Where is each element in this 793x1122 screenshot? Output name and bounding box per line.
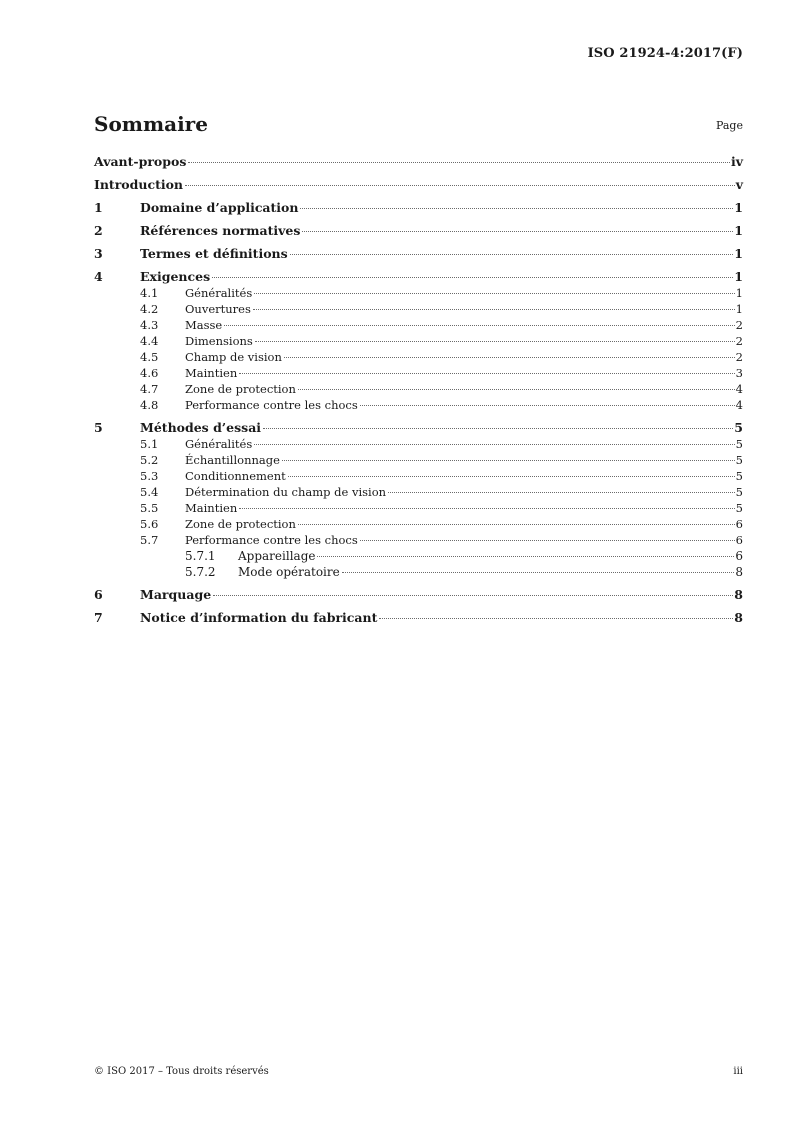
- dot-leader: [342, 572, 735, 573]
- toc-entry-label: Exigences: [140, 269, 211, 284]
- toc-entry-label: Avant-propos: [94, 154, 187, 169]
- toc-entry[interactable]: [94, 246, 743, 262]
- toc-entry-page: 4: [735, 382, 743, 396]
- document-header: [588, 46, 743, 61]
- toc-entry-number: 4.5: [140, 350, 159, 364]
- dot-leader: [298, 524, 735, 525]
- toc-entry-number: 5.7.2: [185, 565, 216, 579]
- dot-leader: [360, 405, 735, 406]
- dot-leader: [213, 595, 733, 596]
- toc-spacer: [94, 170, 743, 177]
- toc-entry-page: 1: [734, 246, 743, 261]
- toc-entry[interactable]: [94, 500, 743, 516]
- toc-entry-number: 4.7: [140, 382, 159, 396]
- toc-entry-label: Zone de protection: [185, 517, 296, 531]
- toc-entry[interactable]: [94, 436, 743, 452]
- toc-entry-page: 2: [735, 350, 743, 364]
- toc-entry-line: [185, 452, 743, 468]
- toc-entry-label: Échantillonnage: [185, 453, 280, 467]
- toc-entry-number: 1: [94, 200, 103, 215]
- toc-entry-number: 4.2: [140, 302, 159, 316]
- toc-entry-number: 6: [94, 587, 103, 602]
- toc-entry-label: Performance contre les chocs: [185, 533, 358, 547]
- toc-entry[interactable]: [94, 610, 743, 626]
- toc-entry-line: [94, 154, 743, 170]
- toc-entry[interactable]: [94, 154, 743, 170]
- toc-entry-line: [185, 349, 743, 365]
- dot-leader: [388, 492, 735, 493]
- dot-leader: [254, 293, 734, 294]
- copyright-notice: © ISO 2017 – Tous droits réservés: [94, 1066, 269, 1077]
- toc-entry-label: Mode opératoire: [238, 565, 340, 579]
- toc-entry[interactable]: [94, 333, 743, 349]
- toc-entry-label: Ouvertures: [185, 302, 251, 316]
- toc-entry[interactable]: [94, 564, 743, 580]
- toc-entry[interactable]: [94, 468, 743, 484]
- toc-entry[interactable]: [94, 452, 743, 468]
- toc-entry-label: Termes et définitions: [140, 246, 288, 261]
- toc-entry-line: [140, 246, 743, 262]
- toc-entry-label: Appareillage: [238, 549, 316, 563]
- dot-leader: [288, 476, 735, 477]
- toc-title-row: [94, 112, 743, 142]
- dot-leader: [254, 444, 734, 445]
- dot-leader: [185, 185, 735, 186]
- toc-entry-line: [140, 587, 743, 603]
- toc-entry-line: [140, 420, 743, 436]
- toc-entry-number: 5.6: [140, 517, 159, 531]
- toc-entry-number: 5.2: [140, 453, 159, 467]
- toc-entry-label: Introduction: [94, 177, 184, 192]
- toc-entry-label: Maintien: [185, 366, 238, 380]
- toc-entry-number: 4: [94, 269, 103, 284]
- toc-entry-line: [185, 468, 743, 484]
- dot-leader: [317, 556, 734, 557]
- toc-entry-label: Zone de protection: [185, 382, 296, 396]
- table-of-contents: [94, 154, 743, 626]
- toc-entry-label: Conditionnement: [185, 469, 286, 483]
- toc-entry-number: 2: [94, 223, 103, 238]
- toc-entry-page: 1: [735, 286, 743, 300]
- toc-entry[interactable]: [94, 397, 743, 413]
- toc-spacer: [94, 262, 743, 269]
- toc-entry-number: 4.3: [140, 318, 159, 332]
- toc-entry-line: [185, 500, 743, 516]
- toc-entry-page: 6: [735, 533, 743, 547]
- toc-entry-line: [185, 317, 743, 333]
- toc-entry[interactable]: [94, 301, 743, 317]
- toc-spacer: [94, 413, 743, 420]
- toc-spacer: [94, 193, 743, 200]
- toc-entry-page: 5: [735, 453, 743, 467]
- toc-entry-number: 5.7: [140, 533, 159, 547]
- toc-entry[interactable]: [94, 484, 743, 500]
- toc-entry[interactable]: [94, 420, 743, 436]
- toc-entry-line: [185, 301, 743, 317]
- toc-entry[interactable]: [94, 349, 743, 365]
- document-id: ISO 21924-4:2017(F): [587, 46, 743, 61]
- dot-leader: [188, 162, 730, 163]
- dot-leader: [360, 540, 735, 541]
- toc-entry-number: 5: [94, 420, 103, 435]
- toc-spacer: [94, 603, 743, 610]
- toc-spacer: [94, 580, 743, 587]
- toc-entry[interactable]: [94, 587, 743, 603]
- toc-entry-page: 5: [735, 469, 743, 483]
- page-column-label: Page: [715, 119, 743, 132]
- toc-entry-label: Champ de vision: [185, 350, 282, 364]
- toc-entry-line: [185, 381, 743, 397]
- toc-spacer: [94, 239, 743, 246]
- toc-entry-label: Détermination du champ de vision: [185, 485, 387, 499]
- dot-leader: [298, 389, 735, 390]
- toc-entry-label: Domaine d’application: [140, 200, 299, 215]
- toc-entry-label: Méthodes d’essai: [140, 420, 262, 435]
- toc-entry-label: Dimensions: [185, 334, 253, 348]
- dot-leader: [239, 508, 734, 509]
- toc-entry-line: [140, 200, 743, 216]
- toc-entry-line: [94, 177, 743, 193]
- dot-leader: [290, 254, 734, 255]
- toc-entry-page: 5: [735, 437, 743, 451]
- dot-leader: [212, 277, 733, 278]
- toc-entry-line: [185, 285, 743, 301]
- dot-leader: [263, 428, 733, 429]
- toc-entry[interactable]: [94, 177, 743, 193]
- toc-entry[interactable]: [94, 200, 743, 216]
- toc-entry-page: 8: [734, 610, 743, 625]
- toc-entry-number: 5.7.1: [185, 549, 216, 563]
- dot-leader: [255, 341, 735, 342]
- toc-entry-line: [140, 223, 743, 239]
- toc-entry-line: [185, 333, 743, 349]
- toc-entry-line: [140, 269, 743, 285]
- toc-entry[interactable]: [94, 365, 743, 381]
- toc-entry[interactable]: [94, 269, 743, 285]
- toc-entry-number: 3: [94, 246, 103, 261]
- toc-entry-label: Généralités: [185, 437, 253, 451]
- toc-entry-label: Généralités: [185, 286, 253, 300]
- toc-entry[interactable]: [94, 381, 743, 397]
- toc-entry[interactable]: [94, 223, 743, 239]
- toc-entry-page: 6: [735, 517, 743, 531]
- toc-entry-page: 5: [734, 420, 743, 435]
- toc-entry[interactable]: [94, 532, 743, 548]
- toc-spacer: [94, 216, 743, 223]
- toc-entry-label: Notice d’information du fabricant: [140, 610, 378, 625]
- toc-entry-line: [238, 548, 743, 564]
- dot-leader: [224, 325, 734, 326]
- toc-entry-label: Marquage: [140, 587, 212, 602]
- dot-leader: [239, 373, 734, 374]
- toc-entry-label: Références normatives: [140, 223, 301, 238]
- toc-entry-page: 2: [735, 318, 743, 332]
- dot-leader: [302, 231, 733, 232]
- toc-entry-page: 1: [734, 200, 743, 215]
- toc-entry-number: 7: [94, 610, 103, 625]
- page-number: iii: [733, 1066, 743, 1077]
- toc-entry-label: Performance contre les chocs: [185, 398, 358, 412]
- toc-entry[interactable]: [94, 516, 743, 532]
- toc-entry-page: iv: [730, 154, 743, 169]
- toc-entry-line: [185, 484, 743, 500]
- toc-entry-line: [238, 564, 743, 580]
- toc-entry-number: 4.1: [140, 286, 159, 300]
- toc-entry-page: v: [735, 177, 743, 192]
- toc-entry-line: [185, 516, 743, 532]
- toc-entry-line: [185, 365, 743, 381]
- toc-entry-label: Maintien: [185, 501, 238, 515]
- toc-entry-page: 1: [735, 302, 743, 316]
- toc-entry-number: 5.5: [140, 501, 159, 515]
- toc-entry[interactable]: [94, 548, 743, 564]
- toc-entry-page: 4: [735, 398, 743, 412]
- toc-entry-number: 4.6: [140, 366, 159, 380]
- toc-entry-page: 5: [735, 501, 743, 515]
- toc-entry-number: 5.3: [140, 469, 159, 483]
- toc-entry-page: 6: [735, 549, 743, 563]
- toc-entry-page: 2: [735, 334, 743, 348]
- toc-entry-line: [185, 436, 743, 452]
- toc-entry[interactable]: [94, 285, 743, 301]
- toc-entry-line: [185, 397, 743, 413]
- toc-entry-page: 1: [734, 223, 743, 238]
- dot-leader: [282, 460, 735, 461]
- dot-leader: [284, 357, 735, 358]
- page-title: Sommaire: [94, 112, 208, 136]
- toc-entry-number: 4.4: [140, 334, 159, 348]
- toc-entry-number: 5.4: [140, 485, 159, 499]
- toc-entry-page: 8: [734, 587, 743, 602]
- toc-entry-line: [185, 532, 743, 548]
- dot-leader: [379, 618, 733, 619]
- toc-entry-label: Masse: [185, 318, 223, 332]
- toc-entry-number: 5.1: [140, 437, 159, 451]
- toc-entry[interactable]: [94, 317, 743, 333]
- dot-leader: [253, 309, 735, 310]
- toc-entry-line: [140, 610, 743, 626]
- toc-entry-number: 4.8: [140, 398, 159, 412]
- dot-leader: [300, 208, 733, 209]
- toc-entry-page: 8: [735, 565, 743, 579]
- toc-entry-page: 1: [734, 269, 743, 284]
- toc-entry-page: 5: [735, 485, 743, 499]
- toc-entry-page: 3: [735, 366, 743, 380]
